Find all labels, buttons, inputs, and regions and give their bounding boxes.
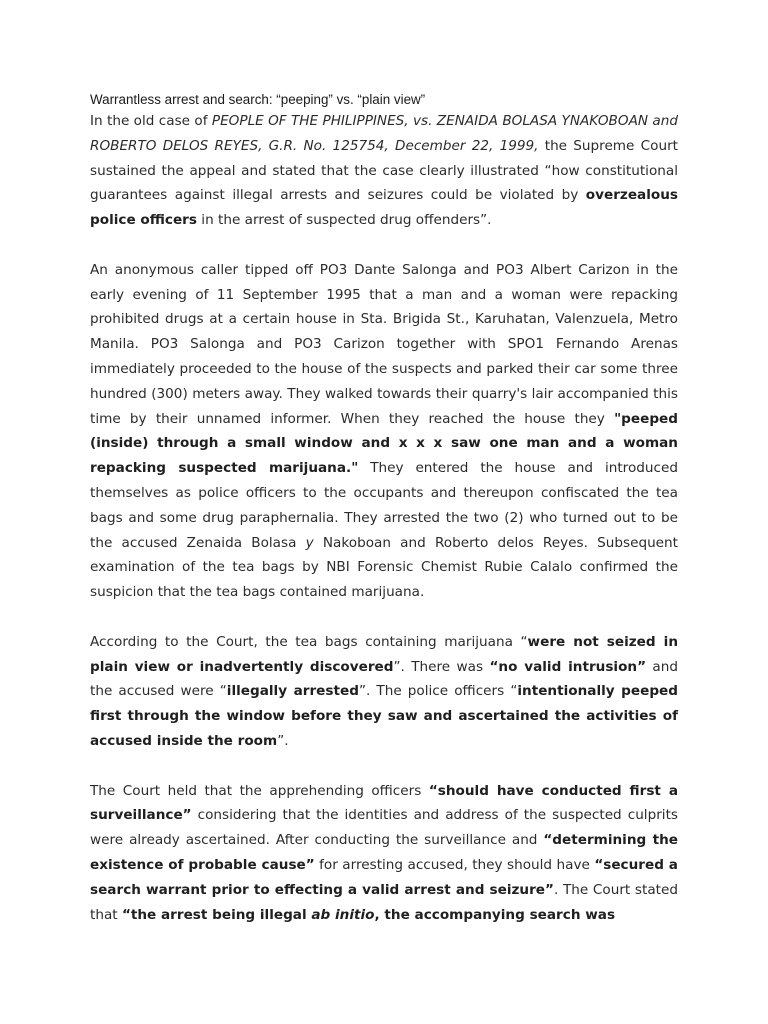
document-page: [90, 91, 678, 927]
emphasized-text: “secured a search warrant prior to effecting a valid arrest and seizure”: [90, 856, 678, 898]
text-run: Nakoboan and Roberto delos Reyes. Subsequent examination of the tea bags by NBI Forensic Chemist Rubie Calalo confirmed the suspicion that the tea bags contained marijuana.: [90, 534, 678, 601]
paragraph: [90, 630, 678, 754]
text-run: in the arrest of suspected drug offenders”.: [196, 212, 492, 229]
text-run: ”. The police officers “: [358, 683, 518, 700]
emphasized-text: were not seized in plain view or inadvertently discovered: [90, 633, 678, 675]
emphasized-text: intentionally peeped first through the window before they saw and ascertained the activities of accused inside the room: [90, 683, 679, 749]
text-run: and the accused were “: [90, 658, 678, 700]
emphasized-text: overzealous police officers: [90, 187, 678, 229]
paragraph: [90, 258, 678, 605]
emphasized-text: “no valid intrusion”: [489, 658, 647, 675]
text-run: ”.: [277, 732, 289, 749]
text-run: . The Court stated that: [90, 881, 678, 923]
text-run: In the old case of: [90, 113, 212, 129]
paragraph: [90, 109, 678, 233]
text-run: considering that the identities and address of the suspected culprits were already ascertained. After conducting the surveillance and: [90, 807, 678, 849]
emphasized-text: "peeped (inside) through a small window and x x x saw one man and a woman repacking suspected marijuana.": [90, 410, 678, 477]
paragraph-spacer: [90, 233, 678, 258]
text-run: According to the Court, the tea bags containing marijuana “: [90, 633, 528, 650]
text-run: The Court held that the apprehending officers: [90, 782, 429, 799]
paragraph-spacer: [90, 754, 678, 779]
emphasized-text: “should have conducted first a surveillance”: [90, 782, 678, 824]
paragraph: [90, 779, 678, 928]
emphasized-text: , the accompanying search was: [374, 906, 616, 923]
emphasized-text: PEOPLE OF THE PHILIPPINES, vs. ZENAIDA BOLASA YNAKOBOAN and ROBERTO DELOS REYES, G.R. No. 125754, December 22, 1999,: [90, 113, 678, 154]
emphasized-text: y: [305, 534, 314, 551]
text-run: the Supreme Court sustained the appeal and stated that the case clearly illustrated “how constitutional guarantees against illegal arrests and seizures could be violated by: [90, 137, 678, 204]
document-body: [90, 109, 678, 927]
paragraph-spacer: [90, 605, 678, 630]
emphasized-text: “the arrest being illegal: [121, 906, 312, 923]
text-run: for arresting accused, they should have: [314, 856, 595, 873]
text-run: They entered the house and introduced themselves as police officers to the occupants and thereupon confiscated the tea bags and some drug paraphernalia. They arrested the two (2) who turned out to be the accused Zenaida Bolasa: [90, 460, 678, 551]
text-run: An anonymous caller tipped off PO3 Dante Salonga and PO3 Albert Carizon in the early evening of 11 September 1995 that a man and a woman were repacking prohibited drugs at a certain house in Sta. Brigida St., Karuhatan, Valenzuela, Metro Manila. PO3 Salonga and PO3 Carizon together with SPO1 Fernando Arenas immediately proceeded to the house of the suspects and parked their car some three hundred (300) meters away. They walked towards their quarry's lair accompanied this time by their unnamed informer. When they reached the house they: [90, 261, 678, 427]
emphasized-text: ab initio: [311, 906, 375, 923]
emphasized-text: “determining the existence of probable cause”: [90, 832, 678, 873]
text-run: ”. There was: [393, 658, 490, 675]
document-title: Warrantless arrest and search: “peeping” vs. “plain view”: [90, 92, 426, 107]
emphasized-text: illegally arrested: [226, 683, 359, 700]
